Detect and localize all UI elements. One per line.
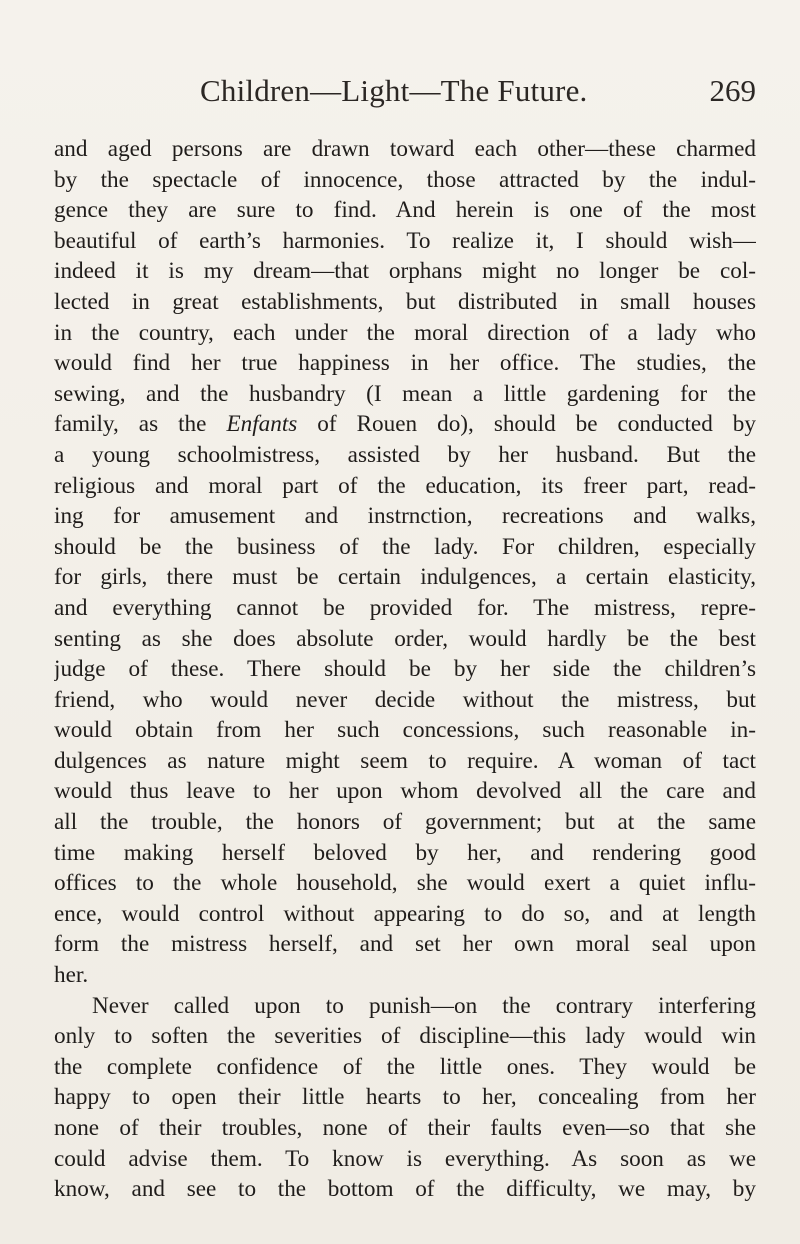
text-line-29: Never called upon to punish—on the contrary interfering — [92, 992, 756, 1019]
text-line-10-end: of Rouen do), should be conducted by — [297, 411, 756, 438]
text-line-4: beautiful of earth’s harmonies. To realize it, I should wish— — [54, 227, 756, 254]
text-line-25: offices to the whole household, she would exert a quiet influ- — [54, 870, 756, 897]
text-line-26: ence, would control without appearing to do so, and at length — [54, 900, 756, 927]
text-line-27: form the mistress herself, and set her own moral seal upon — [54, 931, 756, 958]
body-text — [54, 134, 756, 1205]
text-line-7: in the country, each under the moral direction of a lady who — [54, 319, 756, 346]
text-line-35: know, and see to the bottom of the difficulty, we may, by — [54, 1176, 756, 1203]
text-line-24: time making herself beloved by her, and rendering good — [54, 839, 756, 866]
text-line-18: judge of these. There should be by her side the children’s — [54, 656, 756, 683]
text-line-8: would find her true happiness in her office. The studies, the — [54, 350, 756, 377]
text-line-3: gence they are sure to find. And herein is one of the most — [54, 197, 756, 224]
text-line-30: only to soften the severities of discipline—this lady would win — [54, 1023, 756, 1050]
text-line-15: for girls, there must be certain indulgences, a certain elasticity, — [54, 564, 756, 591]
text-line-21: dulgences as nature might seem to require. A woman of tact — [54, 747, 756, 774]
text-line-20: would obtain from her such concessions, such reasonable in- — [54, 717, 756, 744]
text-line-10 — [54, 409, 756, 440]
text-line-11: a young schoolmistress, assisted by her husband. But the — [54, 441, 756, 468]
text-line-23: all the trouble, the honors of government; but at the same — [54, 809, 756, 836]
text-line-12: religious and moral part of the education, its freer part, read- — [54, 472, 756, 499]
running-head: Children—Light—The Future. — [200, 73, 588, 108]
italic-word-enfants: Enfants — [226, 411, 298, 438]
text-line-5: indeed it is my dream—that orphans might no longer be col- — [54, 258, 756, 285]
text-line-22: would thus leave to her upon whom devolved all the care and — [54, 778, 756, 805]
page-header — [0, 68, 800, 114]
text-line-9: sewing, and the husbandry (I mean a little gardening for the — [54, 380, 756, 407]
text-line-19: friend, who would never decide without the mistress, but — [54, 686, 756, 713]
text-line-32: happy to open their little hearts to her, concealing from her — [54, 1084, 756, 1111]
text-line-31: the complete confidence of the little ones. They would be — [54, 1053, 756, 1080]
text-line-1: and aged persons are drawn toward each other—these charmed — [54, 136, 756, 162]
text-line-6: lected in great establishments, but distributed in small houses — [54, 288, 756, 315]
text-line-33: none of their troubles, none of their faults even—so that she — [54, 1115, 756, 1141]
text-line-13: ing for amusement and instrnction, recreations and walks, — [54, 503, 756, 530]
text-line-14: should be the business of the lady. For children, especially — [54, 533, 756, 560]
text-line-2: by the spectacle of innocence, those attracted by the indul- — [54, 166, 756, 193]
text-line-34: could advise them. To know is everything. As soon as we — [54, 1145, 756, 1172]
text-line-28: her. — [54, 962, 89, 989]
text-line-16: and everything cannot be provided for. The mistress, repre- — [54, 594, 756, 621]
text-line-17: senting as she does absolute order, would hardly be the best — [54, 625, 756, 652]
page-number: 269 — [709, 73, 756, 108]
text-line-10-start: family, as the — [54, 411, 227, 438]
